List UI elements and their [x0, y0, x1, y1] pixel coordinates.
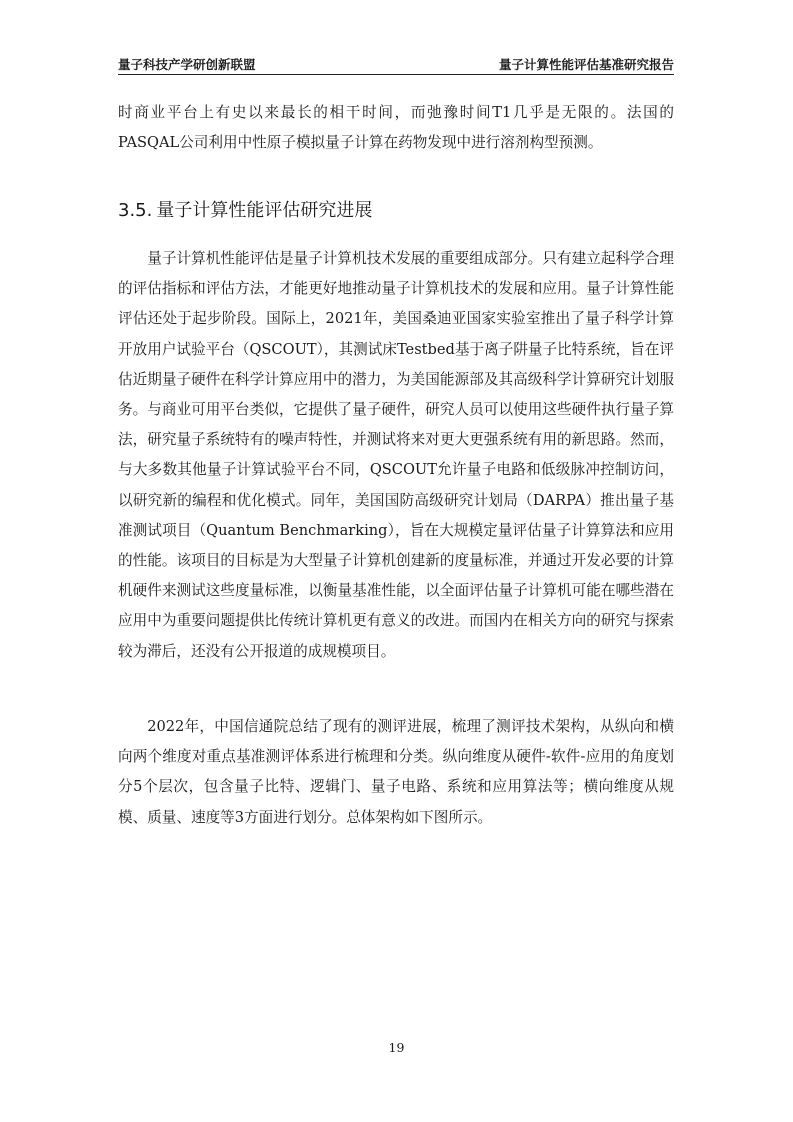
body-paragraph-1-text: 量子计算机性能评估是量子计算机技术发展的重要组成部分。只有建立起科学合理的评估指标和评估方法，才能更好地推动量子计算机技术的发展和应用。量子计算性能评估还处于起步阶段。国际上，2021年，美国桑迪亚国家实验室推出了量子科学计算开放用户试验平台（QSCOUT），其测试床Testbed基于离子阱量子比特系统，旨在评估近期量子硬件在科学计算应用中的潜力，为美国能源部及其高级科学计算研究计划服务。与商业可用平台类似，它提供了量子硬件，研究人员可以使用这些硬件执行量子算法，研究量子系统特有的噪声特性，并测试将来对更大更强系统有用的新思路。然而，与大多数其他量子计算试验平台不同，QSCOUT允许量子电路和低级脉冲控制访问，以研究新的编程和优化模式。同年，美国国防高级研究计划局（DARPA）推出量子基准测试项目（Quantum Benchmarking），旨在大规模定量评估量子计算算法和应用的性能。该项目的目标是为大型量子计算机创建新的度量标准，并通过开发必要的计算机硬件来测试这些度量标准，以衡量基准性能，以全面评估量子计算机可能在哪些潜在应用中为重要问题提供比传统计算机更有意义的改进。而国内在相关方向的研究与探索较为滞后，还没有公开报道的成规模项目。	[118, 250, 674, 660]
intro-paragraph-text: 时商业平台上有史以来最长的相干时间，而弛豫时间T1几乎是无限的。法国的PASQAL公司利用中性原子模拟量子计算在药物发现中进行溶剂构型预测。	[118, 104, 674, 152]
header-org: 量子科技产学研创新联盟	[118, 57, 256, 72]
section-heading	[118, 196, 372, 226]
page-number: 19	[388, 1040, 405, 1055]
header-report-title: 量子计算性能评估基准研究报告	[498, 57, 674, 72]
section-number: 3.5.	[118, 200, 153, 221]
body-paragraph-1	[118, 244, 674, 667]
page-header	[118, 52, 674, 75]
intro-paragraph	[118, 98, 674, 158]
body-paragraph-2	[118, 712, 674, 833]
body-paragraph-2-text: 2022年，中国信通院总结了现有的测评进展，梳理了测评技术架构，从纵向和横向两个维度对重点基准测评体系进行梳理和分类。纵向维度从硬件-软件-应用的角度划分5个层次，包含量子比特、逻辑门、量子电路、系统和应用算法等；横向维度从规模、质量、速度等3方面进行划分。总体架构如下图所示。	[118, 718, 674, 826]
section-title: 量子计算性能评估研究进展	[156, 200, 373, 221]
